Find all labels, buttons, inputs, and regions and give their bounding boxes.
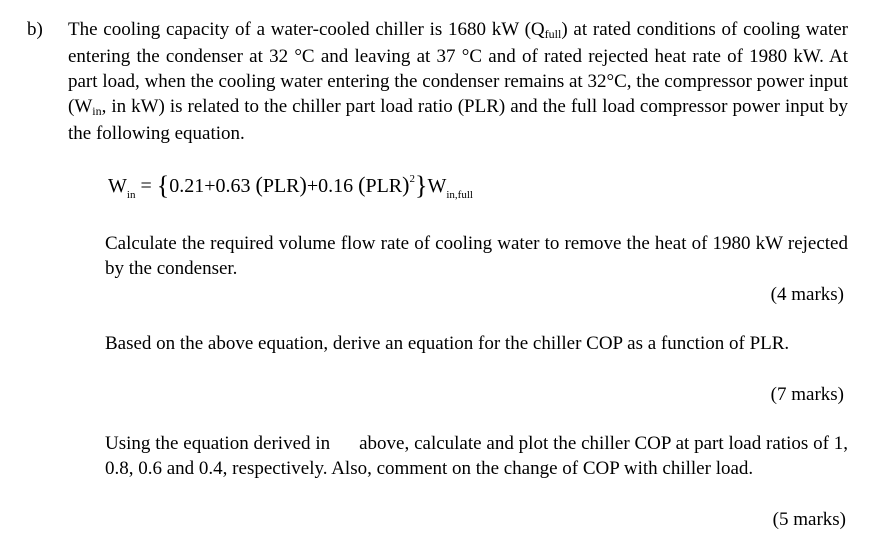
part-1-marks: (4 marks) — [770, 284, 844, 305]
equation-open-paren-1: ( — [255, 172, 263, 197]
equation-coefficient-1: 0.21 — [169, 175, 205, 197]
question-label: b) — [27, 19, 43, 40]
equation-equals: = — [140, 175, 152, 197]
equation-lhs-symbol: W — [108, 175, 127, 197]
question-intro — [68, 17, 848, 146]
part-3-marks: (5 marks) — [772, 509, 846, 530]
intro-text-1: The cooling capacity of a water-cooled chiller is 1680 kW (Q — [68, 19, 545, 40]
equation-plus-1: + — [204, 175, 216, 197]
equation-rhs-subscript: in,full — [446, 189, 473, 201]
equation-rhs-symbol: W — [427, 175, 447, 197]
equation-close-paren-2: ) — [402, 172, 410, 197]
equation-exponent: 2 — [409, 173, 415, 185]
equation-coefficient-2: 0.63 — [215, 175, 251, 197]
compressor-power-equation — [108, 169, 473, 204]
part-2-marks: (7 marks) — [770, 384, 844, 405]
equation-plr-2: PLR — [365, 175, 403, 197]
equation-plus-2: + — [306, 175, 319, 197]
part-2-text: Based on the above equation, derive an equation for the chiller COP as a function of PLR. — [105, 333, 790, 354]
part-3-text: Using the equation derived in above, calculate and plot the chiller COP at part load ratios of 1, 0.8, 0.6 and 0.4, respectively. Also, comment on the change of COP with chiller load. — [105, 433, 853, 479]
intro-text-2: ) at rated conditions of cooling water entering the condenser at 32 °C and leaving at 37 °C and of rated rejected heat rate of 1980 kW. At part load, when the cooling water entering the condenser remains at 32°C, the compressor power input (W — [68, 19, 849, 117]
equation-open-brace: { — [156, 171, 170, 200]
equation-plr-1: PLR — [262, 175, 300, 197]
equation-close-paren-1: ) — [299, 172, 307, 197]
q-full-subscript: full — [544, 27, 562, 41]
part-1-text: Calculate the required volume flow rate of cooling water to remove the heat of 1980 kW rejected by the condenser. — [105, 233, 848, 279]
equation-close-brace: } — [414, 171, 428, 200]
equation-open-paren-2: ( — [358, 172, 366, 197]
equation-coefficient-3: 0.16 — [318, 175, 354, 197]
equation-lhs-subscript: in — [126, 189, 136, 201]
w-in-subscript: in — [92, 104, 102, 118]
intro-text-3: , in kW) is related to the chiller part load ratio (PLR) and the full load compressor power input by the following equation. — [68, 96, 848, 144]
